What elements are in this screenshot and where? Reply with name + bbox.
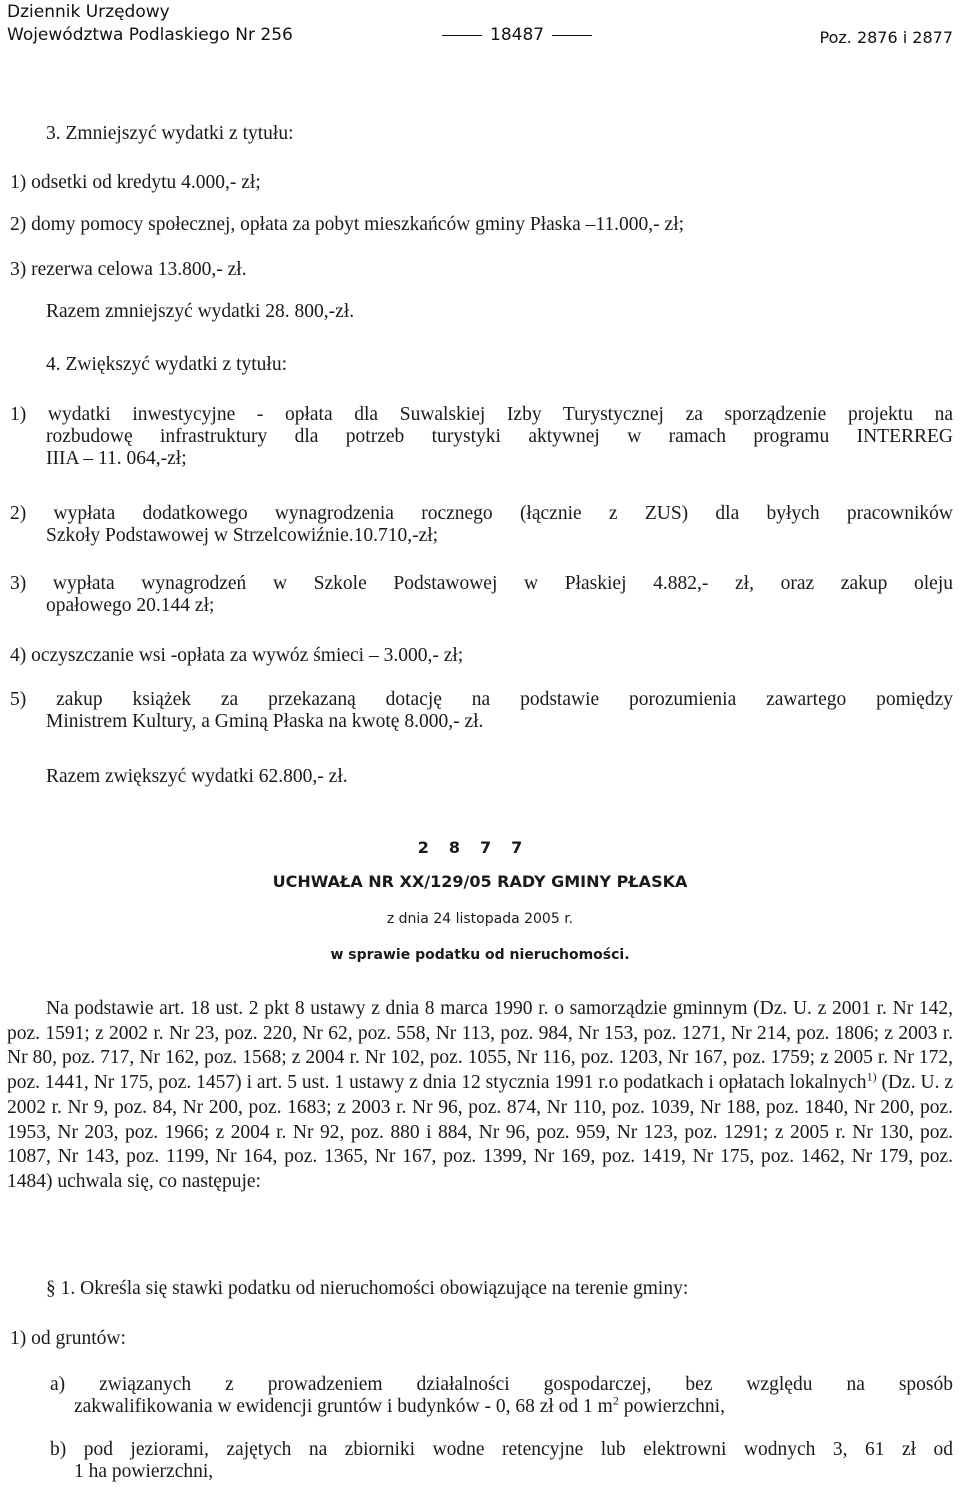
section3-item-2: 2) domy pomocy społecznej, opłata za pobyt mieszkańców gminy Płaska –11.000,- zł; [10, 214, 685, 235]
section3-item-3: 3) rezerwa celowa 13.800,- zł. [10, 259, 247, 280]
journal-title-line2: Województwa Podlaskiego Nr 256 [7, 25, 293, 45]
footnote-mark: 1) [866, 1069, 877, 1084]
section4-item-5: 5) zakup książek za przekazaną dotację na podstawie porozumienia zawartego pomiędzy Ministrem Kultury, a Gminą Płaska na kwotę 8.000,- zł. [10, 689, 953, 732]
resolution-number: 2877 [417, 838, 543, 857]
section3-heading: 3. Zmniejszyć wydatki z tytułu: [46, 123, 294, 144]
journal-title-line1: Dziennik Urzędowy [7, 2, 170, 22]
legal-basis-paragraph: Na podstawie art. 18 ust. 2 pkt 8 ustawy z dnia 8 marca 1990 r. o samorządzie gminnym (Dz. U. z 2001 r. Nr 142, poz. 1591; z 2002 r. Nr 23, poz. 220, Nr 62, poz. 558, Nr 113, poz. 984, Nr 153, poz. 1271, Nr 214, poz. 1806; z 2003 r. Nr 80, poz. 717, Nr 162, poz. 1568; z 2004 r. Nr 102, poz. 1055, Nr 116, poz. 1203, Nr 167, poz. 1759; z 2005 r. Nr 172, poz. 1441, Nr 175, poz. 1457) i art. 5 ust. 1 ustawy z dnia 12 stycznia 1991 r.o podatkach i opłatach lokalnych$^{1)}$ (Dz. U. z 2002 r. Nr 9, poz. 84, Nr 200, poz. 1683; z 2003 r. Nr 96, poz. 874, Nr 110, poz. 1039, Nr 188, poz. 1840, Nr 200, poz. 1953, Nr 203, poz. 1966; z 2004 r. Nr 92, poz. 880 i 884, Nr 96, poz. 959, Nr 123, poz. 1291; z 2005 r. Nr 130, poz. 1087, Nr 143, poz. 1199, Nr 164, poz. 1365, Nr 167, poz. 1399, Nr 169, poz. 1419, Nr 175, poz. 1462, Nr 179, poz. 1484) uchwala się, co następuje: [7, 998, 953, 1192]
paragraph-1: § 1. Określa się stawki podatku od nieruchomości obowiązujące na terenie gminy: [46, 1278, 689, 1299]
dash-right [552, 35, 592, 36]
section4-item-3: 3) wypłata wynagrodzeń w Szkole Podstawowej w Płaskiej 4.882,- zł, oraz zakup oleju opałowego 20.144 zł; [10, 573, 953, 616]
paragraph-1-item-1: 1) od gruntów: [10, 1328, 126, 1349]
dash-left [442, 35, 482, 36]
section3-total: Razem zmniejszyć wydatki 28. 800,-zł. [46, 301, 355, 322]
position-reference: Poz. 2876 i 2877 [819, 28, 953, 47]
resolution-subject: w sprawie podatku od nieruchomości. [330, 947, 630, 963]
paragraph-1-item-b: b) pod jeziorami, zajętych na zbiorniki wodne retencyjne lub elektrowni wodnych 3, 61 zł od 1 ha powierzchni, [50, 1439, 953, 1482]
section4-item-2: 2) wypłata dodatkowego wynagrodzenia rocznego (łącznie z ZUS) dla byłych pracowników Szkoły Podstawowej w Strzelcowiźnie.10.710,-zł; [10, 503, 953, 546]
section4-heading: 4. Zwiększyć wydatki z tytułu: [46, 354, 287, 375]
paragraph-1-item-a: a) związanych z prowadzeniem działalności gospodarczej, bez względu na sposób zakwalifikowania w ewidencji gruntów i budynków - 0, 68 zł od 1 $m^2$ powierzchni, [50, 1374, 953, 1417]
section4-total: Razem zwiększyć wydatki 62.800,- zł. [46, 766, 348, 787]
section4-item-1: 1) wydatki inwestycyjne - opłata dla Suwalskiej Izby Turystycznej za sporządzenie projektu na rozbudowę infrastruktury dla potrzeb turystyki aktywnej w ramach programu INTERREG IIIA – 11. 064,-zł; [10, 404, 953, 469]
section3-item-1: 1) odsetki od kredytu 4.000,- zł; [10, 172, 261, 193]
section4-item-4: 4) oczyszczanie wsi -opłata za wywóz śmieci – 3.000,- zł; [10, 645, 464, 666]
page-number: 18487 [434, 23, 600, 47]
resolution-date: z dnia 24 listopada 2005 r. [386, 911, 574, 927]
resolution-title: UCHWAŁA NR XX/129/05 RADY GMINY PŁASKA [272, 872, 688, 891]
